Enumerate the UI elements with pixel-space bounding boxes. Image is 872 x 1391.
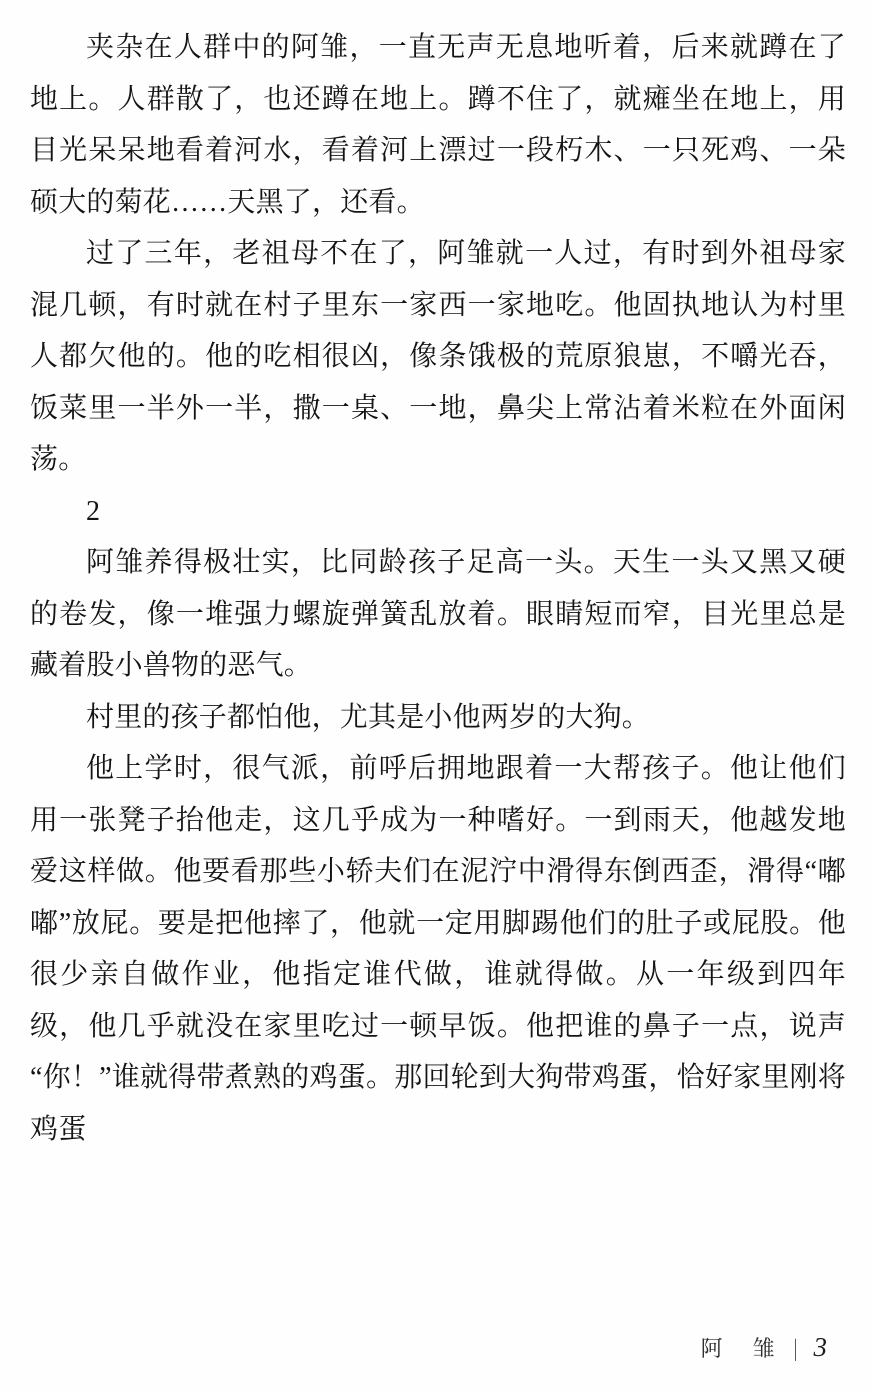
page-body-text xyxy=(30,0,846,1155)
footer-divider: | xyxy=(793,1336,797,1362)
section-number-heading: 2 xyxy=(86,495,101,527)
paragraph: 阿雏养得极壮实，比同龄孩子足高一头。天生一头又黑又硬的卷发，像一堆强力螺旋弹簧乱放着。眼睛短而窄，目光里总是藏着股小兽物的恶气。 xyxy=(30,547,846,681)
paragraph: 他上学时，很气派，前呼后拥地跟着一大帮孩子。他让他们用一张凳子抬他走，这几乎成为一种嗜好。一到雨天，他越发地爱这样做。他要看那些小轿夫们在泥泞中滑得东倒西歪，滑得“嘟嘟”放屁。要是把他摔了，他就一定用脚踢他们的肚子或屁股。他很少亲自做作业，他指定谁代做，谁就得做。从一年级到四年级，他几乎就没在家里吃过一顿早饭。他把谁的鼻子一点，说声“你！”谁就得带煮熟的鸡蛋。那回轮到大狗带鸡蛋，恰好家里刚将鸡蛋 xyxy=(30,753,846,1145)
page-number: 3 xyxy=(813,1332,827,1362)
running-title: 阿 雏 xyxy=(700,1336,779,1361)
paragraph: 村里的孩子都怕他，尤其是小他两岁的大狗。 xyxy=(86,701,651,733)
page-footer xyxy=(701,1332,827,1363)
paragraph: 过了三年，老祖母不在了，阿雏就一人过，有时到外祖母家混几顿，有时就在村子里东一家西一家地吃。他固执地认为村里人都欠他的。他的吃相很凶，像条饿极的荒原狼崽，不嚼光吞，饭菜里一半外一半，撒一桌、一地，鼻尖上常沾着米粒在外面闲荡。 xyxy=(30,238,846,475)
paragraph: 夹杂在人群中的阿雏，一直无声无息地听着，后来就蹲在了地上。人群散了，也还蹲在地上。蹲不住了，就瘫坐在地上，用目光呆呆地看着河水，看着河上漂过一段朽木、一只死鸡、一朵硕大的菊花……天黑了，还看。 xyxy=(30,32,846,218)
